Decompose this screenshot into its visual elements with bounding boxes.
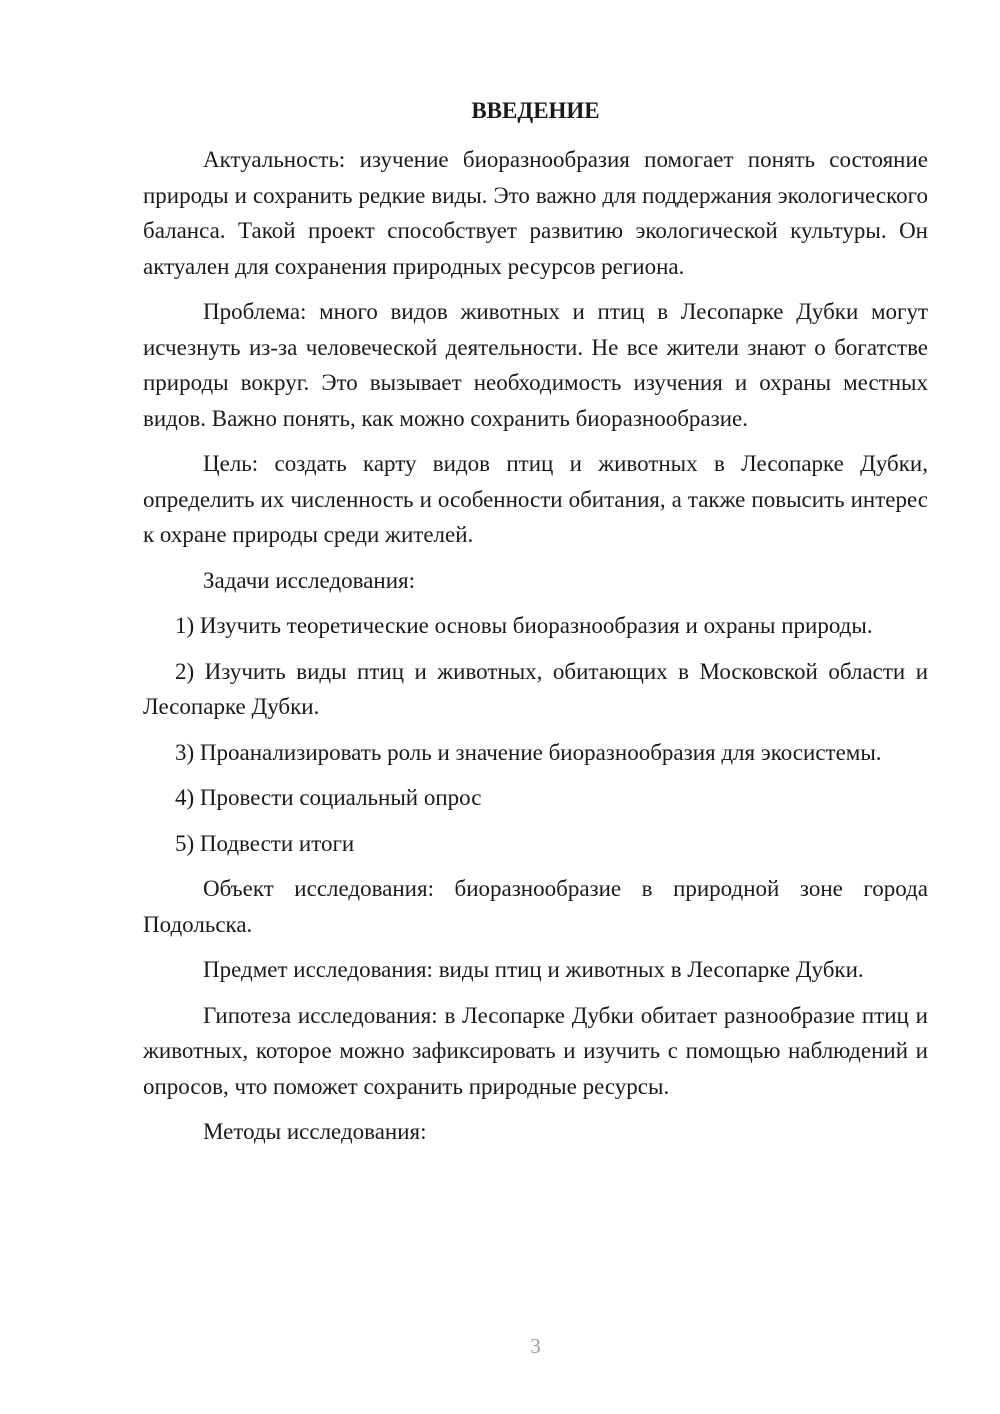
document-page: [143, 0, 928, 1414]
paragraph-hypothesis: Гипотеза исследования: в Лесопарке Дубки обитает разнообразие птиц и животных, которое можно зафиксировать и изучить с помощью наблюдений и опросов, что поможет сохранить природные ресурсы.: [143, 1002, 928, 1099]
paragraph-tasks-heading: Задачи исследования:: [203, 567, 416, 593]
list-item-task-3: 3) Проанализировать роль и значение биоразнообразия для экосистемы.: [175, 739, 882, 765]
paragraph-subject: Предмет исследования: виды птиц и животных в Лесопарке Дубки.: [203, 957, 864, 982]
paragraph-goal: Цель: создать карту видов птиц и животных в Лесопарке Дубки, определить их численность и особенности обитания, а также повысить интерес к охране природы среди жителей.: [143, 451, 928, 547]
paragraph-relevance: Актуальность: изучение биоразнообразия помогает понять состояние природы и сохранить редкие виды. Это важно для поддержания экологического баланса. Такой проект способствует развитию экологической культуры. Он актуален для сохранения природных ресурсов региона.: [143, 147, 928, 279]
list-item-task-1: 1) Изучить теоретические основы биоразнообразия и охраны природы.: [175, 613, 873, 638]
list-item-task-4: 4) Провести социальный опрос: [175, 785, 482, 810]
paragraph-object: Объект исследования: биоразнообразие в природной зоне города Подольска.: [143, 876, 928, 937]
document-body: [143, 142, 928, 1160]
paragraph-methods: Методы исследования:: [203, 1119, 427, 1144]
paragraph-problem: Проблема: много видов животных и птиц в Лесопарке Дубки могут исчезнуть из-за человеческой деятельности. Не все жители знают о богатстве природы вокруг. Это вызывает необходимость изучения и охраны местных видов. Важно понять, как можно сохранить биоразнообразие.: [143, 299, 928, 431]
list-item-task-2: 2) Изучить виды птиц и животных, обитающих в Московской области и Лесопарке Дубки.: [143, 658, 928, 719]
page-title: ВВЕДЕНИЕ: [471, 98, 600, 123]
list-item-task-5: 5) Подвести итоги: [175, 830, 355, 856]
page-number: 3: [530, 1334, 541, 1358]
